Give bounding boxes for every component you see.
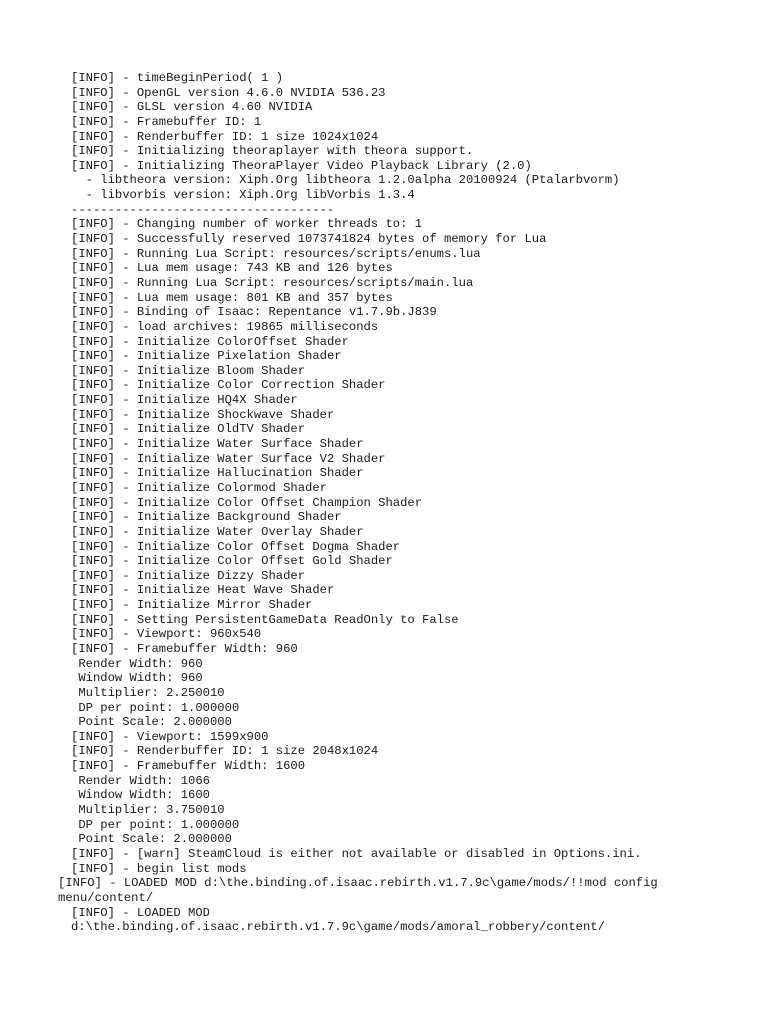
log-line: - libvorbis version: Xiph.Org libVorbis 1.3.4 bbox=[71, 188, 415, 203]
log-line: [INFO] - Initialize Mirror Shader bbox=[71, 598, 313, 613]
log-line: Point Scale: 2.000000 bbox=[71, 832, 232, 847]
log-line: [INFO] - Initializing theoraplayer with theora support. bbox=[71, 144, 474, 159]
log-line: [INFO] - GLSL version 4.60 NVIDIA bbox=[71, 100, 313, 115]
log-line: menu/content/ bbox=[58, 890, 154, 905]
log-line: [INFO] - timeBeginPeriod( 1 ) bbox=[71, 71, 284, 85]
log-line: [INFO] - Initialize HQ4X Shader bbox=[71, 393, 298, 408]
log-line: [INFO] - Lua mem usage: 801 KB and 357 bytes bbox=[71, 290, 393, 305]
log-line: [INFO] - Initialize Hallucination Shader bbox=[71, 466, 364, 481]
log-line: Multiplier: 2.250010 bbox=[71, 685, 225, 700]
log-line: [INFO] - Initialize Background Shader bbox=[71, 510, 342, 525]
log-line: [INFO] - Initialize Color Offset Champion Shader bbox=[71, 495, 423, 510]
log-line: [INFO] - Initializing TheoraPlayer Video Playback Library (2.0) bbox=[71, 158, 532, 173]
log-line: [INFO] - load archives: 19865 milliseconds bbox=[71, 319, 379, 334]
log-line: [INFO] - [warn] SteamCloud is either not available or disabled in Options.ini. bbox=[71, 846, 642, 861]
log-line: [INFO] - Binding of Isaac: Repentance v1.7.9b.J839 bbox=[71, 305, 437, 320]
log-line: [INFO] - Initialize Bloom Shader bbox=[71, 363, 306, 378]
log-line: [INFO] - Running Lua Script: resources/scripts/main.lua bbox=[71, 275, 474, 290]
log-line: [INFO] - Renderbuffer ID: 1 size 2048x1024 bbox=[71, 744, 379, 759]
log-line: [INFO] - Initialize Shockwave Shader bbox=[71, 407, 335, 422]
log-line: [INFO] - Lua mem usage: 743 KB and 126 bytes bbox=[71, 261, 393, 276]
log-line: Window Width: 1600 bbox=[71, 788, 210, 803]
log-line: [INFO] - LOADED MOD bbox=[71, 905, 210, 920]
log-line: [INFO] - Initialize ColorOffset Shader bbox=[71, 334, 349, 349]
log-line: [INFO] - Initialize OldTV Shader bbox=[71, 422, 306, 437]
log-line: [INFO] - Renderbuffer ID: 1 size 1024x1024 bbox=[71, 129, 379, 144]
log-line: [INFO] - Viewport: 960x540 bbox=[71, 627, 262, 642]
log-line: [INFO] - OpenGL version 4.6.0 NVIDIA 536.23 bbox=[71, 85, 386, 100]
log-line: [INFO] - Initialize Heat Wave Shader bbox=[71, 583, 335, 598]
log-line: [INFO] - Initialize Pixelation Shader bbox=[71, 349, 342, 364]
log-line: [INFO] - Changing number of worker threads to: 1 bbox=[71, 217, 423, 232]
log-line: [INFO] - begin list mods bbox=[71, 861, 247, 876]
log-line: [INFO] - Initialize Color Offset Gold Shader bbox=[71, 554, 393, 569]
log-line: Window Width: 960 bbox=[71, 671, 203, 686]
log-line: [INFO] - Initialize Water Overlay Shader bbox=[71, 524, 364, 539]
log-line: DP per point: 1.000000 bbox=[71, 817, 240, 832]
log-line: [INFO] - Initialize Water Surface Shader bbox=[71, 437, 364, 452]
log-line: DP per point: 1.000000 bbox=[71, 700, 240, 715]
log-line: [INFO] - Initialize Color Correction Shader bbox=[71, 378, 386, 393]
log-line: [INFO] - Initialize Colormod Shader bbox=[71, 480, 327, 495]
log-line: - libtheora version: Xiph.Org libtheora 1.2.0alpha 20100924 (Ptalarbvorm) bbox=[71, 173, 620, 188]
log-line: [INFO] - Viewport: 1599x900 bbox=[71, 729, 269, 744]
log-document bbox=[58, 71, 761, 935]
log-line: [INFO] - Initialize Dizzy Shader bbox=[71, 568, 306, 583]
log-line: [INFO] - Successfully reserved 1073741824 bytes of memory for Lua bbox=[71, 232, 547, 247]
log-line: [INFO] - LOADED MOD d:\the.binding.of.isaac.rebirth.v1.7.9c\game/mods/!!mod config bbox=[58, 876, 658, 891]
log-line: Point Scale: 2.000000 bbox=[71, 715, 232, 730]
log-line: d:\the.binding.of.isaac.rebirth.v1.7.9c\game/mods/amoral_robbery/content/ bbox=[71, 920, 605, 935]
log-line: [INFO] - Framebuffer ID: 1 bbox=[71, 114, 262, 129]
separator-line: ------------------------------------ bbox=[71, 202, 335, 217]
log-line: [INFO] - Running Lua Script: resources/scripts/enums.lua bbox=[71, 246, 481, 261]
log-line: [INFO] - Framebuffer Width: 960 bbox=[71, 641, 298, 656]
log-line: [INFO] - Framebuffer Width: 1600 bbox=[71, 759, 306, 774]
log-line: [INFO] - Initialize Water Surface V2 Shader bbox=[71, 451, 386, 466]
log-line: [INFO] - Setting PersistentGameData ReadOnly to False bbox=[71, 612, 459, 627]
log-line: Render Width: 1066 bbox=[71, 773, 210, 788]
log-line: Render Width: 960 bbox=[71, 656, 203, 671]
log-line: [INFO] - Initialize Color Offset Dogma Shader bbox=[71, 539, 401, 554]
log-line: Multiplier: 3.750010 bbox=[71, 803, 225, 818]
